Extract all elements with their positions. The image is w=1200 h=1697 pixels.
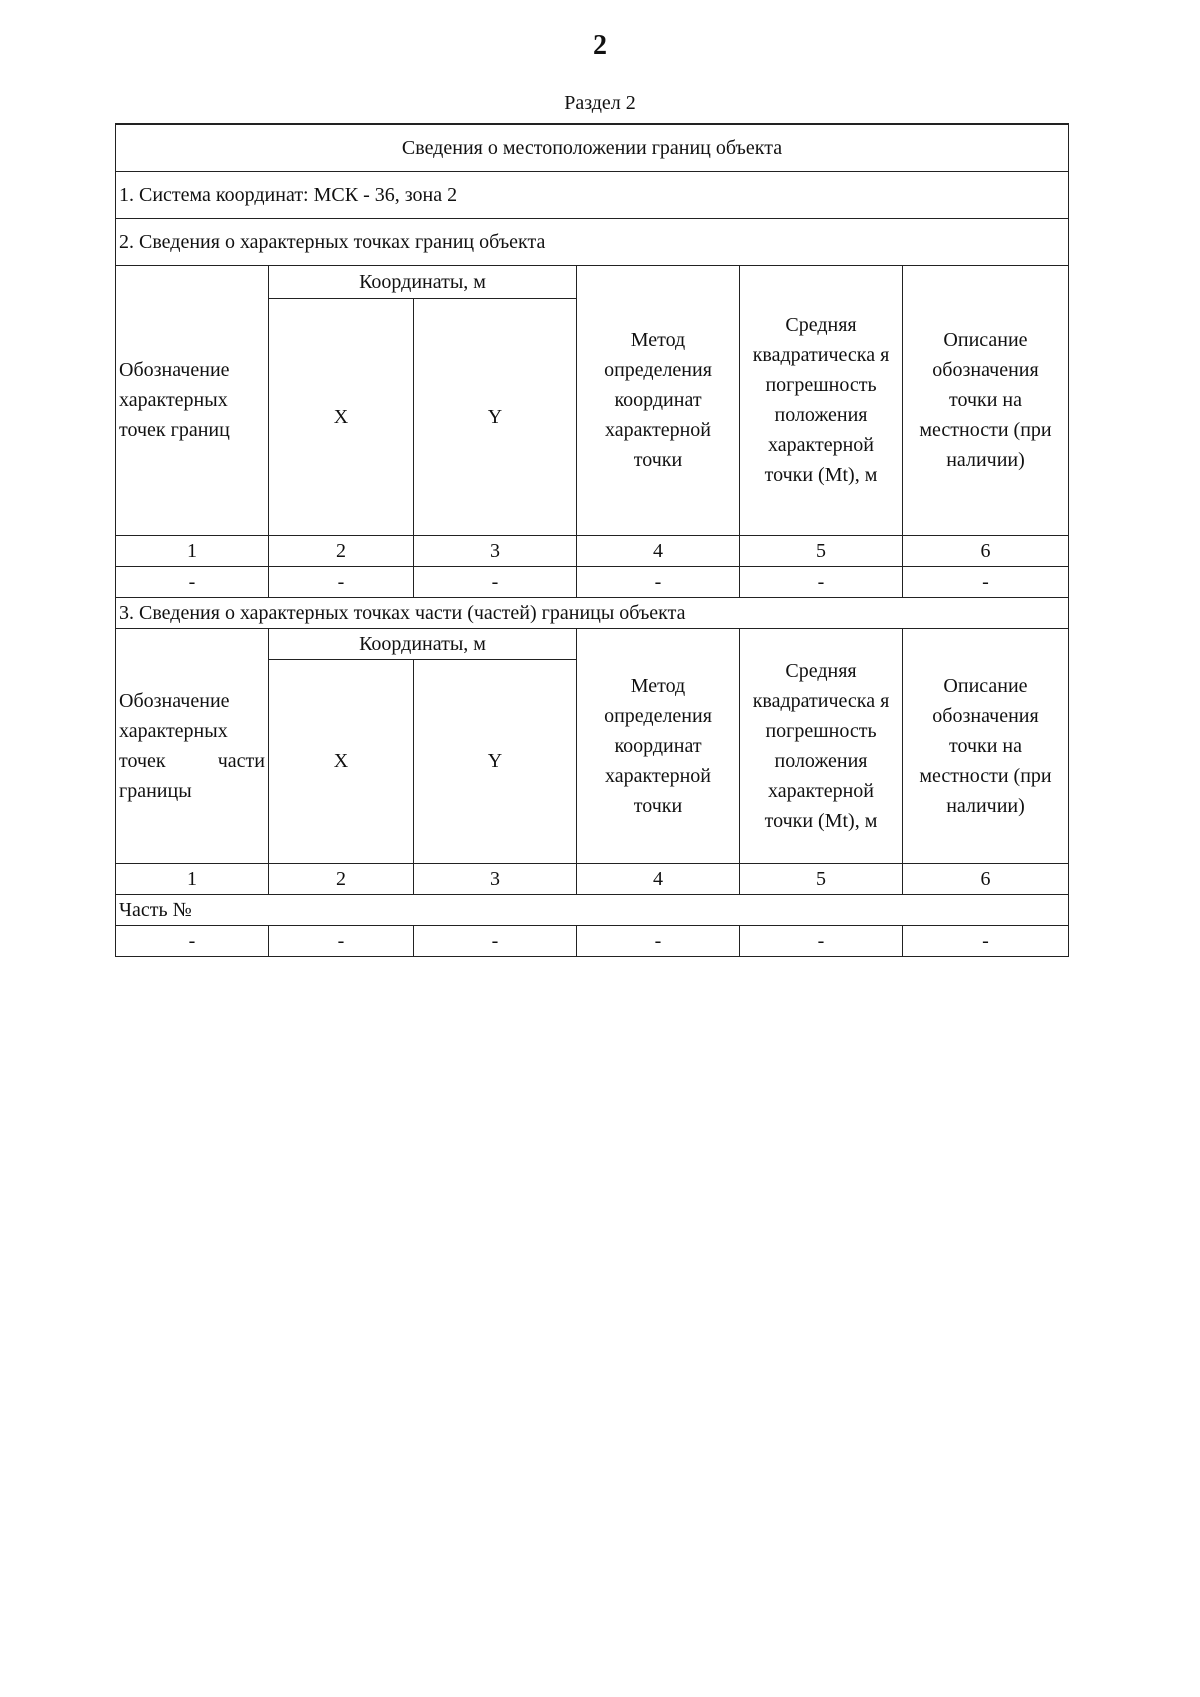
table-cell: - bbox=[903, 925, 1069, 956]
table-cell: - bbox=[740, 566, 903, 597]
section-label: Раздел 2 bbox=[564, 92, 636, 114]
table-row bbox=[116, 566, 1069, 597]
header-part-point-designation: Обозначение характерных точек части границы bbox=[116, 628, 269, 863]
header-method: Метод определения координат характерной точки bbox=[577, 265, 740, 535]
part2-column-numbers bbox=[116, 535, 1069, 566]
table-cell: - bbox=[903, 566, 1069, 597]
header-x: X bbox=[269, 659, 414, 863]
table-cell: - bbox=[116, 925, 269, 956]
column-number: 5 bbox=[740, 535, 903, 566]
table-cell: - bbox=[414, 925, 577, 956]
table-cell: - bbox=[414, 566, 577, 597]
table-row bbox=[116, 925, 1069, 956]
header-y: Y bbox=[414, 659, 577, 863]
table-cell: - bbox=[269, 925, 414, 956]
part2-heading: 2. Сведения о характерных точках границ объекта bbox=[116, 218, 1069, 265]
header-mean-error: Средняя квадратическа я погрешность положения характерной точки (Mt), м bbox=[740, 265, 903, 535]
page-number: 2 bbox=[593, 30, 607, 61]
part3-column-numbers bbox=[116, 863, 1069, 894]
column-number: 5 bbox=[740, 863, 903, 894]
part3-heading: 3. Сведения о характерных точках части (частей) границы объекта bbox=[116, 597, 1069, 628]
header-mean-error: Средняя квадратическа я погрешность положения характерной точки (Mt), м bbox=[740, 628, 903, 863]
table-title: Сведения о местоположении границ объекта bbox=[116, 124, 1069, 171]
column-number: 2 bbox=[269, 535, 414, 566]
header-coordinates: Координаты, м bbox=[269, 628, 577, 659]
header-point-designation: Обозначение характерных точек границ bbox=[116, 265, 269, 535]
header-method: Метод определения координат характерной точки bbox=[577, 628, 740, 863]
table-cell: - bbox=[577, 925, 740, 956]
table-cell: - bbox=[269, 566, 414, 597]
table-cell: - bbox=[740, 925, 903, 956]
header-x: X bbox=[269, 298, 414, 535]
table-cell: - bbox=[577, 566, 740, 597]
column-number: 1 bbox=[116, 535, 269, 566]
table-cell: - bbox=[116, 566, 269, 597]
column-number: 4 bbox=[577, 535, 740, 566]
coord-system-row: 1. Система координат: МСК - 36, зона 2 bbox=[116, 171, 1069, 218]
header-y: Y bbox=[414, 298, 577, 535]
header-description: Описание обозначения точки на местности (при наличии) bbox=[903, 265, 1069, 535]
column-number: 4 bbox=[577, 863, 740, 894]
header-description: Описание обозначения точки на местности (при наличии) bbox=[903, 628, 1069, 863]
column-number: 1 bbox=[116, 863, 269, 894]
column-number: 2 bbox=[269, 863, 414, 894]
column-number: 6 bbox=[903, 535, 1069, 566]
column-number: 3 bbox=[414, 863, 577, 894]
column-number: 3 bbox=[414, 535, 577, 566]
part-number-row: Часть № bbox=[116, 894, 1069, 925]
column-number: 6 bbox=[903, 863, 1069, 894]
boundary-table bbox=[115, 123, 1069, 957]
header-coordinates: Координаты, м bbox=[269, 265, 577, 298]
